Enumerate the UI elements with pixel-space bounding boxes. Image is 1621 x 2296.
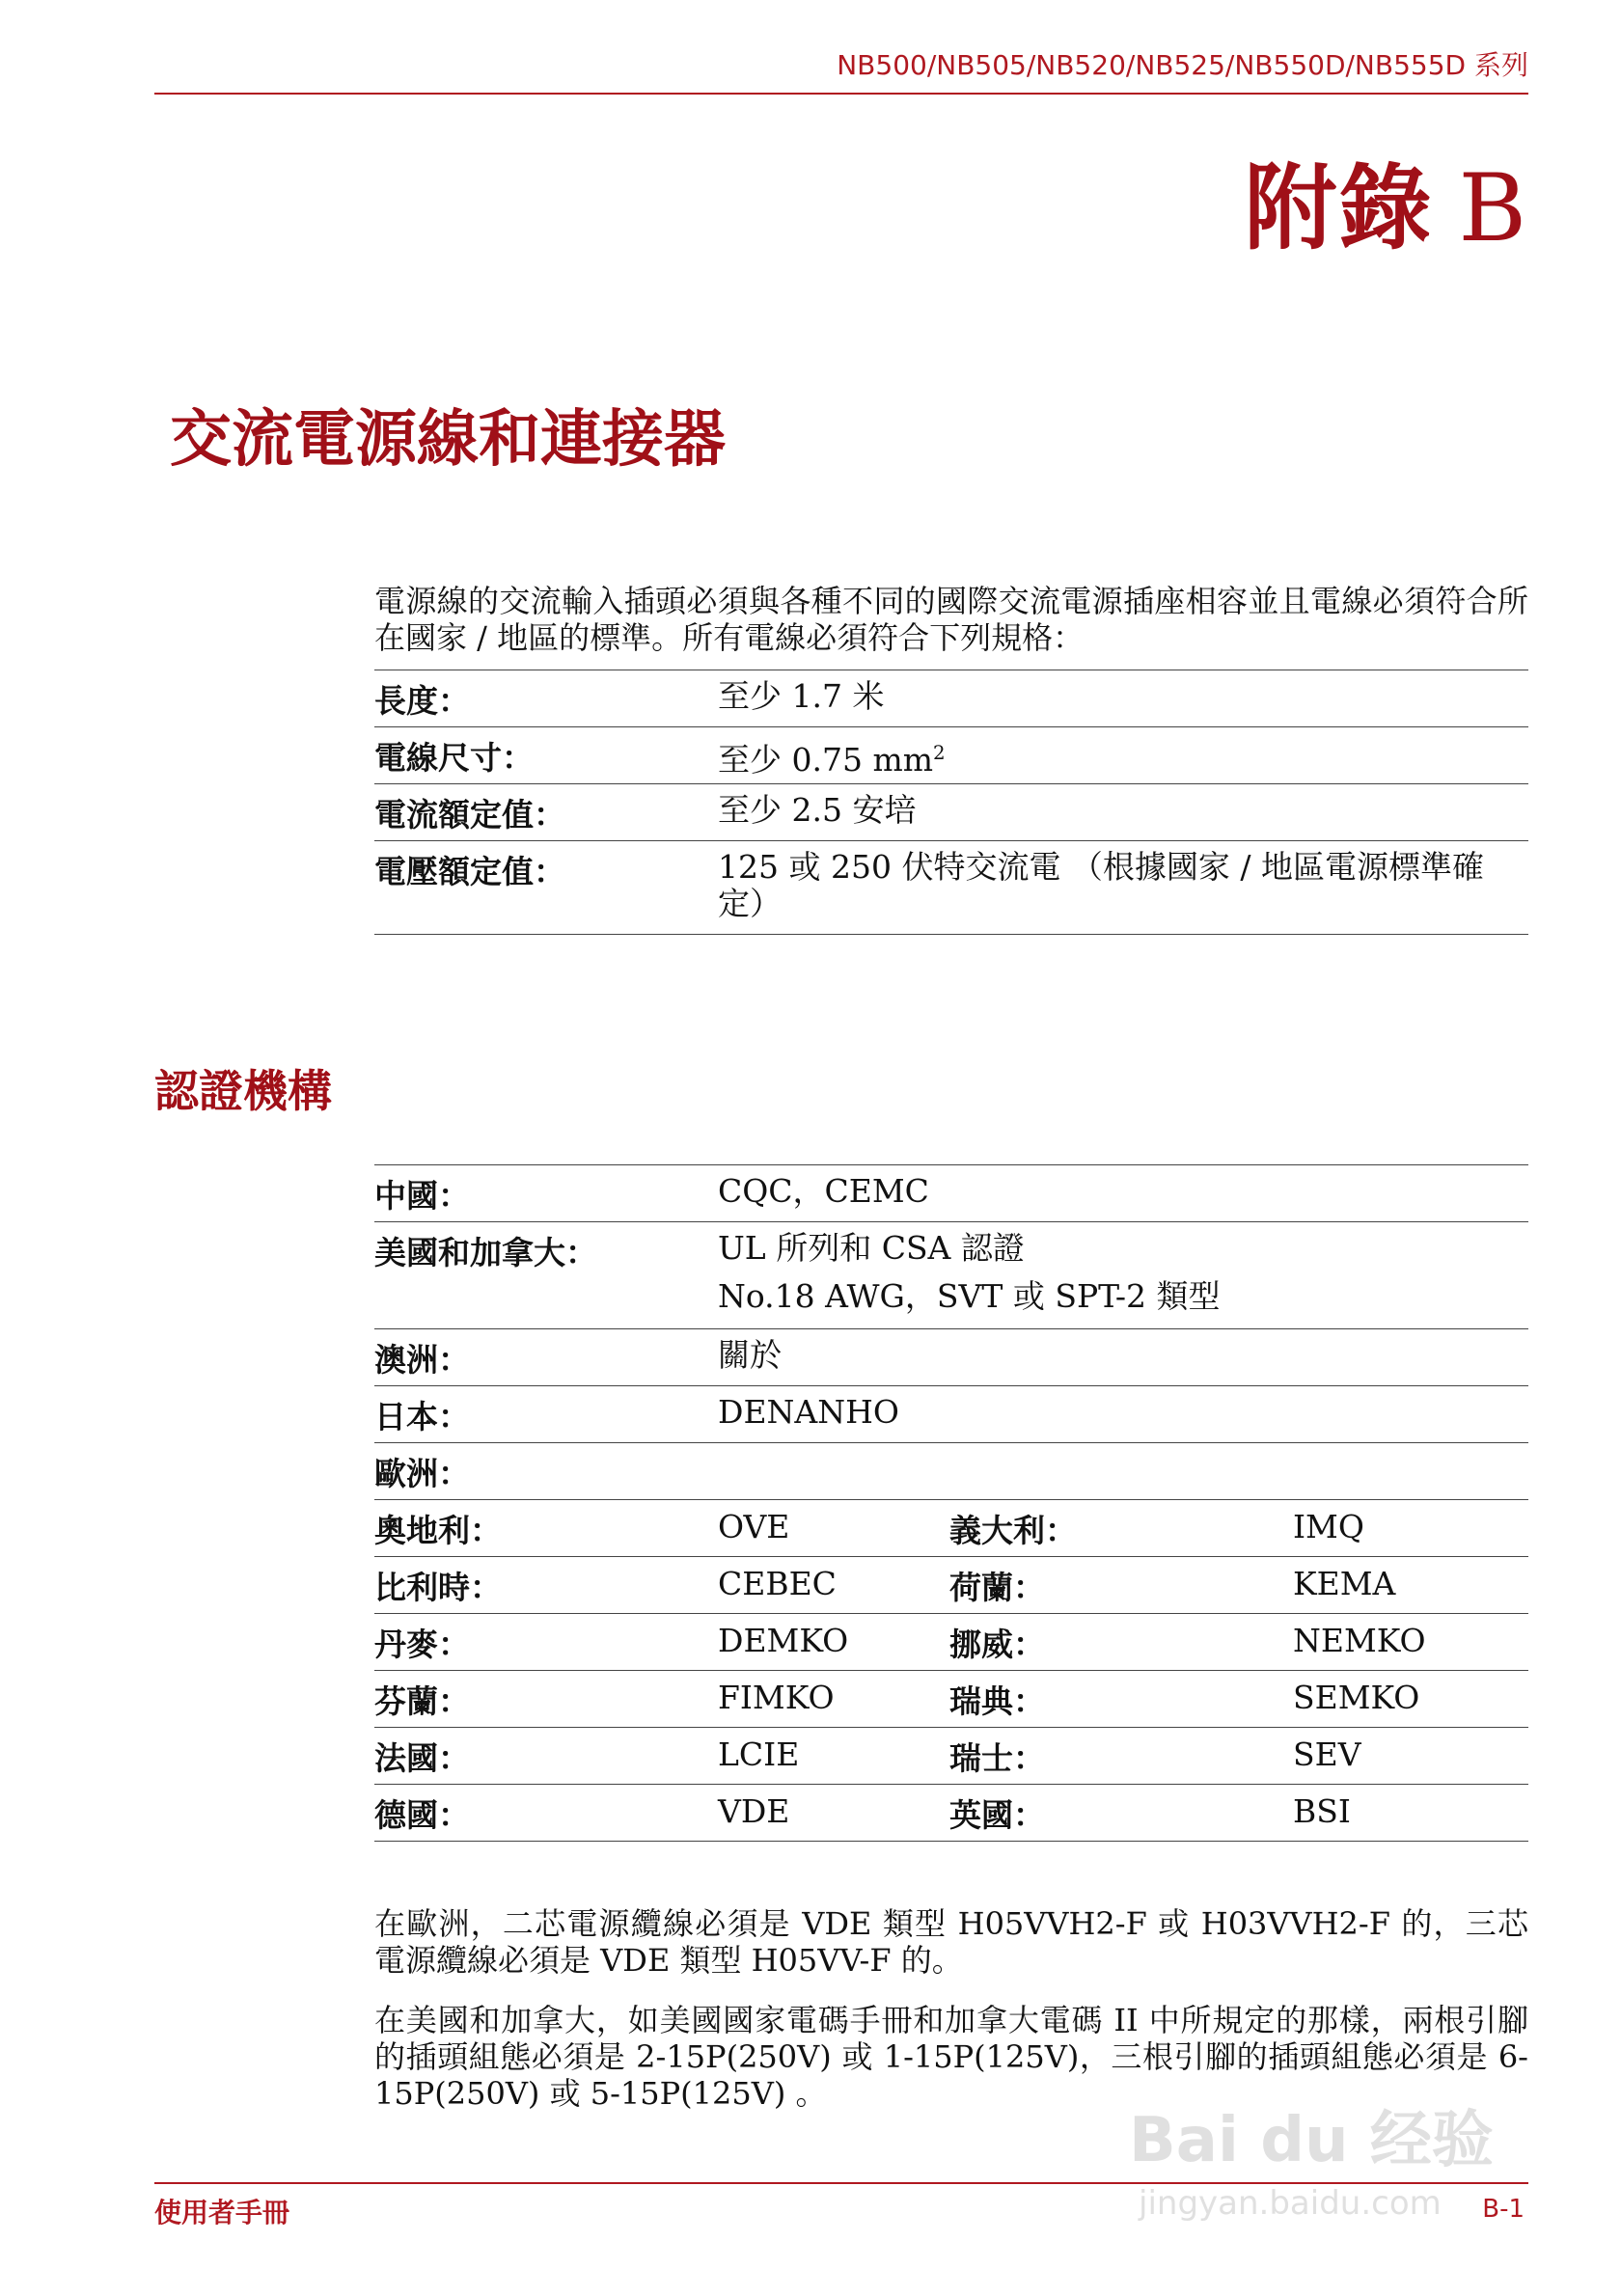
cert-agency: OVE xyxy=(718,1508,790,1545)
page-number: B-1 xyxy=(1482,2195,1525,2224)
cert-agency: 關於 xyxy=(718,1336,782,1374)
cert-country: 瑞典： xyxy=(949,1682,1045,1720)
watermark-brand: Bai du 经验 xyxy=(1129,2105,1494,2176)
footer-manual-title: 使用者手冊 xyxy=(154,2197,290,2228)
cert-country: 瑞士： xyxy=(949,1739,1045,1777)
header-series: NB500/NB505/NB520/NB525/NB550D/NB555D 系列 xyxy=(837,49,1528,81)
table-row xyxy=(374,841,1528,935)
spec-value-superscript: 2 xyxy=(933,742,946,764)
cert-country: 奧地利： xyxy=(374,1512,502,1549)
table-row xyxy=(374,1165,1528,1222)
spec-value-text: 至少 0.75 mm xyxy=(718,741,934,779)
cert-country: 荷蘭： xyxy=(949,1569,1045,1606)
spec-value: 125 或 250 伏特交流電 （根據國家 / 地區電源標準確定） xyxy=(718,848,1485,922)
cert-agency: DEMKO xyxy=(718,1622,849,1659)
cert-agency: SEMKO xyxy=(1293,1679,1420,1716)
cert-table xyxy=(374,1164,1528,1842)
spec-label: 電線尺寸： xyxy=(374,739,534,777)
spec-value: 至少 2.5 安培 xyxy=(718,791,917,829)
cert-agency xyxy=(718,1443,1528,1499)
cert-agency: SEV xyxy=(1293,1736,1361,1773)
spec-label: 長度： xyxy=(374,682,470,720)
cert-agency: CQC，CEMC xyxy=(718,1172,929,1210)
europe-note: 在歐洲，二芯電源纜線必須是 VDE 類型 H05VVH2-F 或 H03VVH2-F 的，三芯電源纜線必須是 VDE 類型 H05VV-F 的。 xyxy=(374,1905,1528,1979)
cert-country: 比利時： xyxy=(374,1569,502,1606)
cert-agency: LCIE xyxy=(718,1736,800,1773)
cert-agency-line: No.18 AWG，SVT 或 SPT-2 類型 xyxy=(718,1277,1221,1315)
cert-agency xyxy=(718,1222,1528,1328)
usa-canada-note: 在美國和加拿大，如美國國家電碼手冊和加拿大電碼 II 中所規定的那樣，兩根引腳的插頭組態必須是 2-15P(250V) 或 1-15P(125V)，三根引腳的插頭組態必須是 6-15P(250V) 或 5-15P(125V) 。 xyxy=(374,2002,1528,2112)
cert-agency: IMQ xyxy=(1293,1508,1364,1545)
cert-section-title: 認證機構 xyxy=(154,1065,332,1117)
appendix-label: 附錄 xyxy=(1244,154,1434,262)
cert-agency: BSI xyxy=(1293,1792,1351,1830)
header-divider xyxy=(154,93,1528,95)
cert-agency: KEMA xyxy=(1293,1565,1396,1602)
intro-paragraph: 電源線的交流輸入插頭必須與各種不同的國際交流電源插座相容並且電線必須符合所在國家 / 地區的標準。所有電線必須符合下列規格： xyxy=(374,583,1528,656)
spec-value: 至少 1.7 米 xyxy=(718,677,885,715)
table-row xyxy=(374,727,1528,784)
spec-label: 電流額定值： xyxy=(374,796,565,834)
cert-agency: CEBEC xyxy=(718,1565,837,1602)
cert-country: 芬蘭： xyxy=(374,1682,470,1720)
cert-agency: FIMKO xyxy=(718,1679,835,1716)
footer-divider xyxy=(154,2182,1528,2184)
table-row xyxy=(374,670,1528,727)
table-row xyxy=(374,1671,1528,1728)
cert-country: 歐洲： xyxy=(374,1455,470,1492)
table-row xyxy=(374,1728,1528,1785)
cert-country: 美國和加拿大： xyxy=(374,1234,597,1271)
cert-agency-line: UL 所列和 CSA 認證 xyxy=(718,1229,1025,1267)
appendix-title xyxy=(1244,135,1528,267)
watermark-url: jingyan.baidu.com xyxy=(1139,2184,1442,2223)
cert-agency: NEMKO xyxy=(1293,1622,1426,1659)
appendix-letter: B xyxy=(1458,154,1528,262)
cert-agency: VDE xyxy=(718,1792,790,1830)
cert-country: 法國： xyxy=(374,1739,470,1777)
cert-country: 中國： xyxy=(374,1177,470,1215)
cert-country: 英國： xyxy=(949,1796,1045,1834)
cert-country: 德國： xyxy=(374,1796,470,1834)
table-row xyxy=(374,1500,1528,1557)
cert-agency: DENANHO xyxy=(718,1393,899,1431)
section-title: 交流電源線和連接器 xyxy=(170,404,726,476)
table-row xyxy=(374,1614,1528,1671)
table-row xyxy=(374,1386,1528,1443)
cert-country: 日本： xyxy=(374,1398,470,1435)
baidu-watermark xyxy=(1110,2084,1515,2228)
table-row xyxy=(374,784,1528,841)
table-row xyxy=(374,1557,1528,1614)
table-row xyxy=(374,1222,1528,1329)
spec-label: 電壓額定值： xyxy=(374,853,565,890)
cert-country: 挪威： xyxy=(949,1626,1045,1663)
table-row xyxy=(374,1443,1528,1500)
table-row xyxy=(374,1329,1528,1386)
cert-country: 義大利： xyxy=(949,1512,1077,1549)
cert-country: 丹麥： xyxy=(374,1626,470,1663)
spec-table xyxy=(374,670,1528,935)
table-row xyxy=(374,1785,1528,1842)
cert-country: 澳洲： xyxy=(374,1341,470,1379)
spec-value xyxy=(718,727,1528,783)
